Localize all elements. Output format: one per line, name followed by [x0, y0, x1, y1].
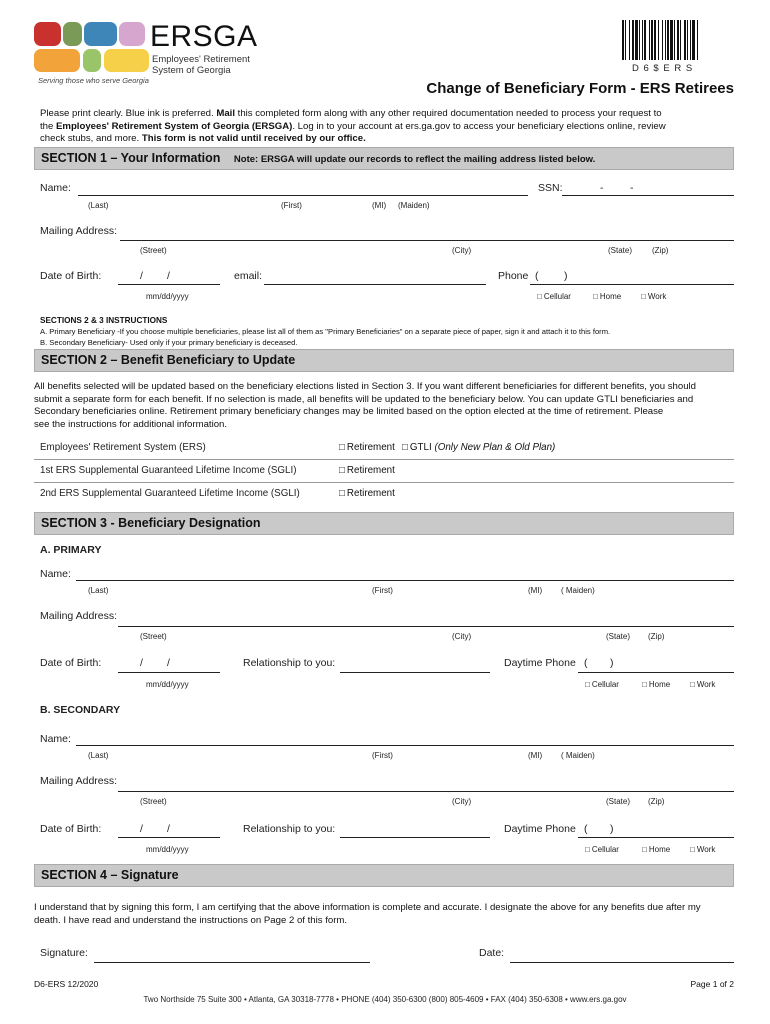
s2-para-line1: All benefits selected will be updated based on the beneficiary elections listed in Section 3. If you want different beneficiaries for different benefits, you should	[34, 381, 697, 392]
s2-row-ers-gtli-checkbox[interactable]: □ GTLI	[402, 442, 432, 453]
logo-tile-lightgreen	[83, 49, 101, 72]
footer-address: Two Northside 75 Suite 300 • Atlanta, GA 30318-7778 • PHONE (404) 350-6300 (800) 805-4609 • FAX (404) 350-6308 • www.ers.ga.gov	[143, 995, 627, 1004]
s1-ssn-field[interactable]	[562, 195, 734, 196]
barcode-bar	[667, 20, 669, 60]
s3p-dob-label: Date of Birth:	[40, 657, 102, 669]
s2-row-sgli1	[34, 460, 734, 483]
section2-paragraph	[34, 381, 738, 431]
logo-tile-orange	[34, 49, 80, 72]
instructions-block	[40, 316, 740, 347]
s1-email-field[interactable]	[264, 284, 486, 285]
s3p-name-field[interactable]	[76, 580, 734, 581]
section2-header	[34, 349, 734, 372]
logo-tile-green	[63, 22, 82, 46]
s3s-home-checkbox[interactable]: □ Home	[642, 845, 670, 854]
s3p-last-hint: (Last)	[88, 586, 109, 595]
s3p-work-checkbox[interactable]: □ Work	[690, 680, 715, 689]
barcode-bar	[622, 20, 624, 60]
s1-ssn-label: SSN:	[538, 182, 563, 194]
s3s-relationship-field[interactable]	[340, 837, 490, 838]
barcode-bar	[625, 20, 626, 60]
s3p-dob-field[interactable]	[118, 672, 220, 673]
form-title: Change of Beneficiary Form - ERS Retirees	[426, 80, 734, 97]
instructions-b: B. Secondary Beneficiary- Used only if your primary beneficiary is deceased.	[40, 338, 298, 347]
s3s-street-hint: (Street)	[140, 797, 167, 806]
instructions-a: A. Primary Beneficiary -If you choose multiple beneficiaries, please list all of them as "Primary Beneficiaries" on a separate piece of paper, sign it and attach it to this form.	[40, 327, 611, 336]
s3p-city-hint: (City)	[452, 632, 472, 641]
s3p-relationship-field[interactable]	[340, 672, 490, 673]
s1-home-checkbox[interactable]: □ Home	[593, 292, 621, 301]
s1-name-label: Name:	[40, 182, 71, 194]
s1-first-hint: (First)	[281, 201, 302, 210]
s3s-first-hint: (First)	[372, 751, 393, 760]
s1-street-hint: (Street)	[140, 246, 167, 255]
s2-para-line3: Secondary beneficiaries online. Retirement primary beneficiary changes may be limited based on the option elected at the time of retirement. Please	[34, 406, 664, 418]
s4-para-line1: I understand that by signing this form, I am certifying that the above information is complete and accurate. I designate the above for any benefits due after my	[34, 902, 701, 913]
s3s-phone-paren-close: )	[610, 823, 614, 835]
barcode-bar	[651, 20, 653, 60]
section4-paragraph	[34, 902, 738, 927]
s1-mailing-field[interactable]	[120, 240, 734, 241]
barcode-bar	[632, 20, 634, 60]
s1-dob-slash1: /	[140, 270, 143, 282]
s3s-dob-slash2: /	[167, 823, 170, 835]
brand-subtitle-1: Employees' Retirement	[152, 54, 250, 65]
s4-date-label: Date:	[479, 947, 505, 959]
s2-para-line4: see the instructions for additional information.	[34, 418, 228, 430]
s3s-date-format: mm/dd/yyyy	[146, 845, 189, 854]
s1-last-hint: (Last)	[88, 201, 109, 210]
intro-text-2a: the	[40, 120, 57, 132]
barcode-bar	[635, 20, 638, 60]
s4-signature-label: Signature:	[40, 947, 88, 959]
s3p-cellular-checkbox[interactable]: □ Cellular	[585, 680, 619, 689]
s3p-mi-hint: (MI)	[528, 586, 543, 595]
s3s-dob-slash1: /	[140, 823, 143, 835]
intro-ers-bold: Employees' Retirement System of Georgia (ERSGA)	[56, 120, 293, 132]
intro-mail-bold: Mail	[216, 108, 235, 119]
s3p-relationship-label: Relationship to you:	[243, 657, 336, 669]
section4-header	[34, 864, 734, 887]
footer-form-id: D6-ERS 12/2020	[34, 979, 99, 989]
section1-note: Note: ERSGA will update our records to reflect the mailing address listed below.	[233, 154, 596, 165]
barcode-bar	[639, 20, 640, 60]
section1-title: SECTION 1 – Your Information	[41, 151, 221, 165]
section3-title: SECTION 3 - Beneficiary Designation	[41, 516, 261, 530]
intro-text-3a: check stubs, and more.	[40, 133, 142, 145]
s1-phone-paren-open: (	[535, 270, 539, 282]
s3-primary-heading: A. PRIMARY	[40, 544, 102, 556]
s3s-work-checkbox[interactable]: □ Work	[690, 845, 715, 854]
s2-row-ers-gtli-note: (Only New Plan & Old Plan)	[434, 442, 556, 453]
s3-secondary-heading: B. SECONDARY	[40, 704, 121, 716]
s1-zip-hint: (Zip)	[652, 246, 669, 255]
s3s-dob-label: Date of Birth:	[40, 823, 102, 835]
barcode-bar	[674, 20, 675, 60]
s2-row-sgli2-retirement-checkbox[interactable]: □ Retirement	[339, 488, 395, 499]
barcode-bar	[629, 20, 630, 60]
s1-cellular-checkbox[interactable]: □ Cellular	[537, 292, 571, 301]
s3s-phone-label: Daytime Phone	[504, 823, 576, 835]
s1-name-field[interactable]	[78, 195, 528, 196]
barcode-bar	[697, 20, 698, 60]
s1-phone-label: Phone	[498, 270, 529, 282]
s3s-zip-hint: (Zip)	[648, 797, 665, 806]
s1-state-hint: (State)	[608, 246, 633, 255]
barcode-image	[620, 20, 734, 62]
s4-date-field[interactable]	[510, 962, 734, 963]
s1-ssn-dash1: -	[600, 182, 604, 194]
intro-text-2b: . Log in to your account at ers.ga.gov to access your beneficiary elections online, review	[292, 120, 666, 132]
s3s-phone-field[interactable]	[578, 837, 734, 838]
s1-work-checkbox[interactable]: □ Work	[641, 292, 666, 301]
section1-header	[34, 147, 734, 170]
section2-title: SECTION 2 – Benefit Beneficiary to Update	[41, 353, 296, 367]
barcode-bar	[665, 20, 666, 60]
s3s-maiden-hint: ( Maiden)	[561, 751, 595, 760]
s2-row-ers-gtli-group	[402, 442, 555, 453]
s3p-state-hint: (State)	[606, 632, 631, 641]
intro-text-1b: this completed form along with any other required documentation needed to process your request to	[235, 108, 662, 119]
s3s-mailing-field[interactable]	[118, 791, 734, 792]
s1-date-format: mm/dd/yyyy	[146, 292, 189, 301]
intro-not-valid-bold: This form is not valid until received by our office.	[141, 133, 366, 145]
barcode-text: D 6 $ E R S	[632, 63, 694, 74]
brand-subtitle-2: System of Georgia	[152, 65, 231, 76]
s1-mailing-label: Mailing Address:	[40, 225, 118, 237]
s3p-street-hint: (Street)	[140, 632, 167, 641]
s3p-first-hint: (First)	[372, 586, 393, 595]
s2-row-sgli2	[34, 483, 734, 505]
barcode-bar	[644, 20, 646, 60]
s1-dob-field[interactable]	[118, 284, 220, 285]
brand-tagline: Serving those who serve Georgia	[38, 76, 149, 85]
s1-mi-hint: (MI)	[372, 201, 387, 210]
s3p-dob-slash1: /	[140, 657, 143, 669]
s3p-dob-slash2: /	[167, 657, 170, 669]
s3p-home-checkbox[interactable]: □ Home	[642, 680, 670, 689]
barcode-bar	[654, 20, 656, 60]
s1-phone-paren-close: )	[564, 270, 568, 282]
s3s-cellular-checkbox[interactable]: □ Cellular	[585, 845, 619, 854]
s3p-phone-field[interactable]	[578, 672, 734, 673]
s3s-name-field[interactable]	[76, 745, 734, 746]
s3s-phone-paren-open: (	[584, 823, 588, 835]
barcode-bar	[680, 20, 681, 60]
s3p-phone-paren-close: )	[610, 657, 614, 669]
s2-row-ers	[34, 437, 734, 460]
intro-paragraph	[40, 108, 730, 146]
s2-row-sgli2-label: 2nd ERS Supplemental Guaranteed Lifetime Income (SGLI)	[40, 488, 300, 499]
s1-email-label: email:	[234, 270, 263, 282]
barcode-bar	[677, 20, 679, 60]
logo-tile-red	[34, 22, 61, 46]
s4-signature-field[interactable]	[94, 962, 370, 963]
s2-row-sgli1-label: 1st ERS Supplemental Guaranteed Lifetime Income (SGLI)	[40, 465, 297, 476]
barcode-bar	[662, 20, 663, 60]
instructions-title: SECTIONS 2 & 3 INSTRUCTIONS	[40, 316, 168, 325]
barcode	[620, 20, 734, 62]
section4-title: SECTION 4 – Signature	[41, 868, 179, 882]
s2-row-sgli1-retirement-checkbox[interactable]: □ Retirement	[339, 465, 395, 476]
s3p-date-format: mm/dd/yyyy	[146, 680, 189, 689]
s3s-name-label: Name:	[40, 733, 71, 745]
barcode-bar	[642, 20, 643, 60]
s1-ssn-dash2: -	[630, 182, 634, 194]
barcode-bar	[690, 20, 691, 60]
s3p-name-label: Name:	[40, 568, 71, 580]
s3p-zip-hint: (Zip)	[648, 632, 665, 641]
s1-city-hint: (City)	[452, 246, 472, 255]
s3s-mi-hint: (MI)	[528, 751, 543, 760]
barcode-bar	[658, 20, 659, 60]
s3p-maiden-hint: ( Maiden)	[561, 586, 595, 595]
barcode-bar	[649, 20, 650, 60]
s1-dob-slash2: /	[167, 270, 170, 282]
barcode-bar	[684, 20, 686, 60]
s3p-mailing-field[interactable]	[118, 626, 734, 627]
barcode-bar	[670, 20, 673, 60]
logo-tile-pink	[119, 22, 145, 46]
s3s-mailing-label: Mailing Address:	[40, 775, 118, 787]
s3p-phone-label: Daytime Phone	[504, 657, 576, 669]
s3s-dob-field[interactable]	[118, 837, 220, 838]
s3s-state-hint: (State)	[606, 797, 631, 806]
ersga-logo	[34, 22, 154, 74]
s3s-relationship-label: Relationship to you:	[243, 823, 336, 835]
barcode-bar	[692, 20, 695, 60]
footer-page: Page 1 of 2	[690, 979, 734, 989]
intro-text-1: Please print clearly. Blue ink is preferred.	[40, 108, 217, 119]
s2-row-ers-label: Employees' Retirement System (ERS)	[40, 442, 206, 453]
s3p-phone-paren-open: (	[584, 657, 588, 669]
barcode-bar	[687, 20, 688, 60]
s1-maiden-hint: (Maiden)	[398, 201, 430, 210]
s1-phone-field[interactable]	[530, 284, 734, 285]
s2-para-line2: submit a separate form for each benefit. If no selection is made, all benefits will be updated to the beneficiary below. You can update GTLI beneficiaries and	[34, 393, 694, 405]
s3p-mailing-label: Mailing Address:	[40, 610, 118, 622]
s4-para-line2: death. I have read and understand the instructions on Page 2 of this form.	[34, 914, 348, 926]
logo-tile-yellow	[104, 49, 149, 72]
s2-row-ers-retirement-checkbox[interactable]: □ Retirement	[339, 442, 395, 453]
s3s-last-hint: (Last)	[88, 751, 109, 760]
s1-dob-label: Date of Birth:	[40, 270, 102, 282]
brand-name: ERSGA	[150, 20, 258, 53]
s3s-city-hint: (City)	[452, 797, 472, 806]
section3-header	[34, 512, 734, 535]
logo-tile-blue	[84, 22, 117, 46]
